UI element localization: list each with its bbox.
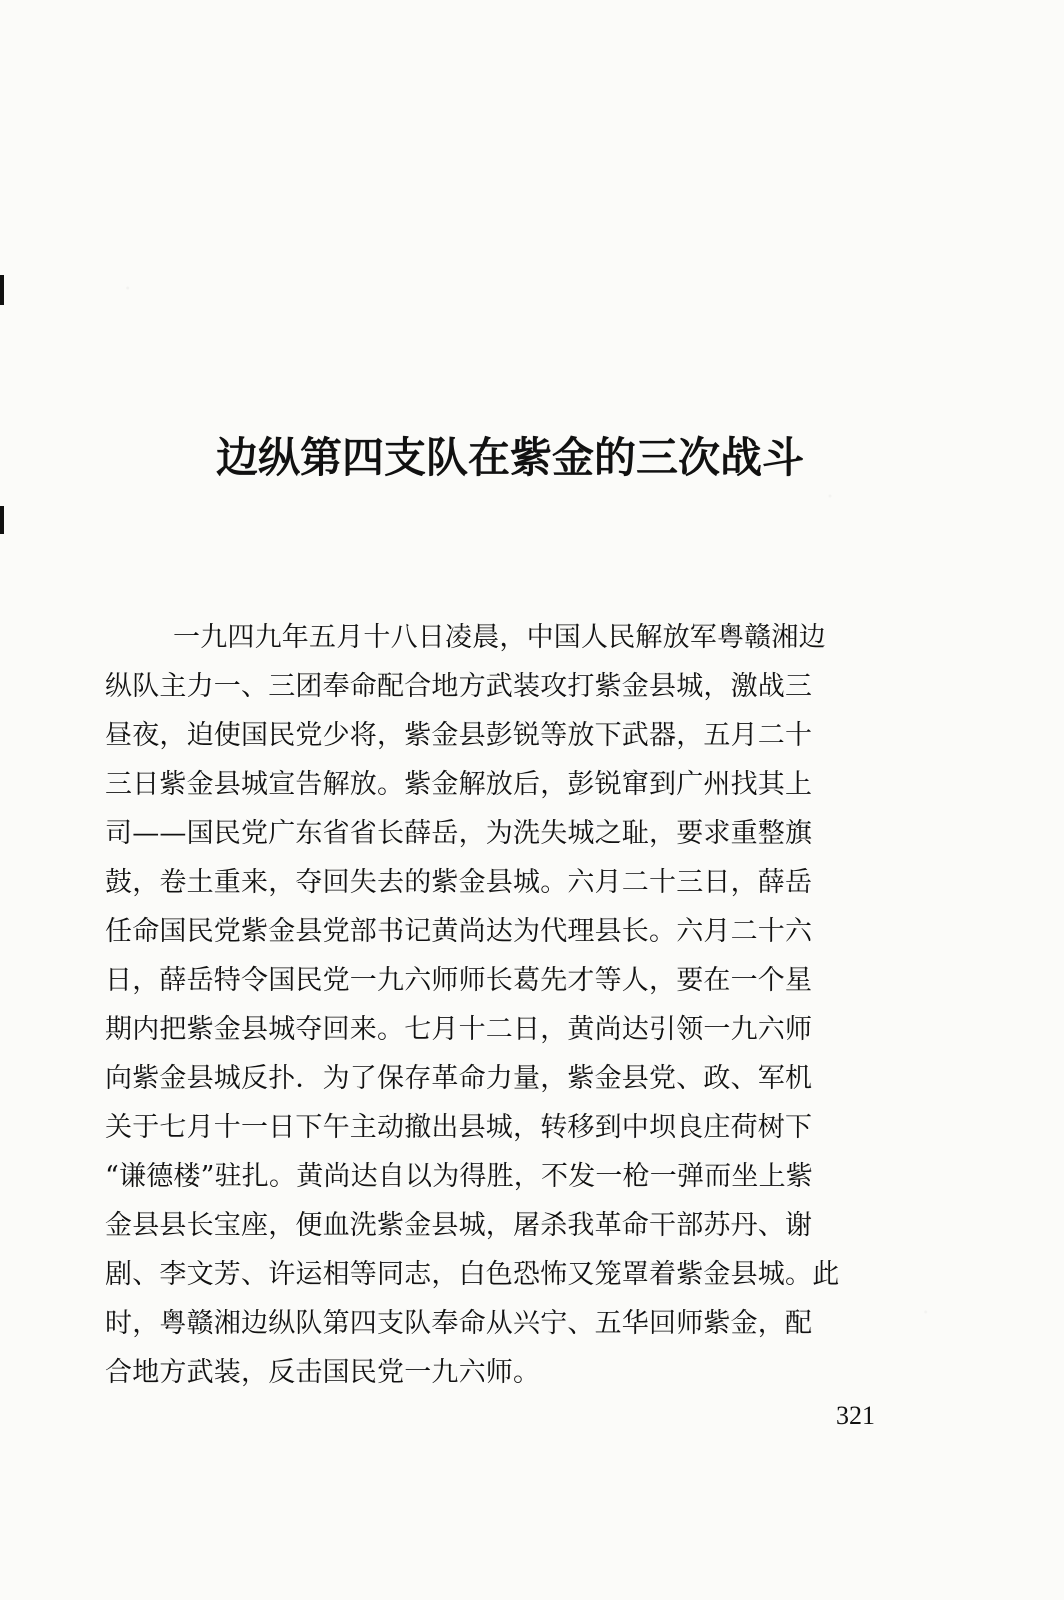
- text-line: “谦德楼”驻扎。黄尚达自以为得胜，不发一枪一弹而坐上紫: [105, 1161, 814, 1192]
- text-line: 期内把紫金县城夺回来。七月十二日，黄尚达引领一九六师: [105, 1014, 813, 1045]
- text-line: 时，粤赣湘边纵队第四支队奉命从兴宁、五华回师紫金，配: [105, 1308, 813, 1339]
- scan-edge-mark: [0, 275, 4, 305]
- text-line: 剧、李文芳、许运相等同志，白色恐怖又笼罩着紫金县城。此: [105, 1259, 840, 1290]
- text-line: 日，薛岳特令国民党一九六师师长葛先才等人，要在一个星: [105, 965, 813, 996]
- text-line: 关于七月十一日下午主动撤出县城，转移到中坝良庄荷树下: [105, 1112, 813, 1143]
- text-line: 鼓，卷土重来，夺回失去的紫金县城。六月二十三日，薛岳: [105, 867, 813, 898]
- text-line: 金县县长宝座，便血洗紫金县城，屠杀我革命干部苏丹、谢: [105, 1210, 813, 1241]
- text-line: 一九四九年五月十八日凌晨，中国人民解放军粤赣湘边: [173, 622, 826, 653]
- article-body: [105, 613, 917, 1397]
- page-number: 321: [836, 1401, 875, 1430]
- scan-edge-mark: [0, 506, 4, 534]
- text-line: 司——国民党广东省省长薛岳，为洗失城之耻，要求重整旗: [105, 818, 813, 849]
- text-line: 昼夜，迫使国民党少将，紫金县彭锐等放下武器，五月二十: [105, 720, 813, 751]
- text-line: 合地方武装，反击国民党一九六师。: [105, 1357, 541, 1388]
- text-line: 向紫金县城反扑．为了保存革命力量，紫金县党、政、军机: [105, 1063, 813, 1094]
- text-line: 三日紫金县城宣告解放。紫金解放后，彭锐窜到广州找其上: [105, 769, 813, 800]
- text-line: 纵队主力一、三团奉命配合地方武装攻打紫金县城，激战三: [105, 671, 813, 702]
- text-line: 任命国民党紫金县党部书记黄尚达为代理县长。六月二十六: [105, 916, 813, 947]
- page-title: 边纵第四支队在紫金的三次战斗: [215, 433, 804, 483]
